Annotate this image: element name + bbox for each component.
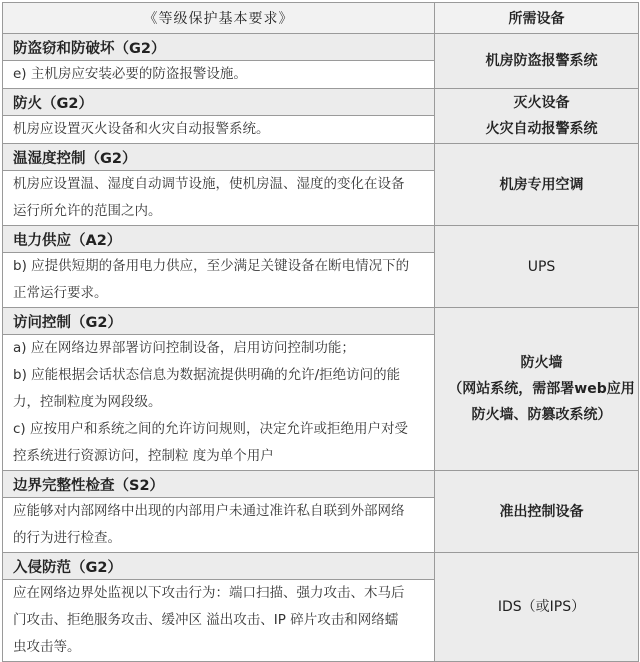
requirement-title: 温湿度控制（G2） [3,144,435,171]
description-line: 控系统进行资源访问，控制粒 度为单个用户 [13,448,274,464]
required-device [435,89,639,144]
requirement-description [3,61,435,89]
description-line: 机房应设置温、湿度自动调节设施，使机房温、湿度的变化在设备 [13,176,405,192]
device-line: 火灾自动报警系统 [485,121,598,137]
device-line: UPS [527,258,556,275]
device-line: 防火墙、防篡改系统） [471,407,612,423]
requirement-description [3,171,435,226]
device-line: 机房防盗报警系统 [485,53,598,69]
description-line: 应在网络边界处监视以下攻击行为：端口扫描、强力攻击、木马后 [13,585,405,601]
table-row [3,226,639,253]
device-line: 灭火设备 [513,95,570,111]
description-line: 机房应设置灭火设备和火灾自动报警系统。 [13,121,270,137]
table-row [3,308,639,335]
description-line: 虫攻击等。 [13,639,81,655]
requirement-description [3,335,435,471]
requirement-title: 防火（G2） [3,89,435,116]
requirement-title: 电力供应（A2） [3,226,435,253]
description-line: 门攻击、拒绝服务攻击、缓冲区 溢出攻击、IP 碎片攻击和网络蠕 [13,612,399,628]
requirement-title: 入侵防范（G2） [3,553,435,580]
description-line: 运行所允许的范围之内。 [13,203,162,219]
required-device [435,34,639,89]
requirement-title: 边界完整性检查（S2） [3,471,435,498]
device-line: 防火墙 [520,355,563,371]
requirement-description [3,253,435,308]
requirements-table [2,2,639,662]
table-row [3,144,639,171]
requirement-description [3,580,435,662]
description-line: a) 应在网络边界部署访问控制设备，启用访问控制功能； [13,340,355,356]
table-header-row [3,3,639,34]
description-line: 应能够对内部网络中出现的内部用户未通过准许私自联到外部网络 [13,503,405,519]
description-line: e) 主机房应安装必要的防盗报警设施。 [13,66,247,82]
description-line: b) 应提供短期的备用电力供应，至少满足关键设备在断电情况下的 [13,258,410,274]
device-line: 准出控制设备 [499,503,584,520]
requirement-description [3,116,435,144]
description-line: 正常运行要求。 [13,285,108,301]
required-device [435,226,639,308]
table-row [3,553,639,580]
table-row [3,89,639,116]
device-line: IDS（或IPS） [497,599,586,615]
requirements-table-frame [2,2,638,655]
description-line: 力，控制粒度为网段级。 [13,394,162,410]
requirement-title: 访问控制（G2） [3,308,435,335]
description-line: 的行为进行检查。 [13,530,121,546]
header-devices: 所需设备 [435,3,639,34]
required-device [435,144,639,226]
header-requirements: 《等级保护基本要求》 [3,3,435,34]
requirement-title: 防盗窃和防破坏（G2） [3,34,435,61]
device-line: （网站系统，需部署web应用 [448,381,635,397]
description-line: b) 应能根据会话状态信息为数据流提供明确的允许/拒绝访问的能 [13,367,401,383]
required-device [435,471,639,553]
table-row [3,34,639,61]
description-line: c) 应按用户和系统之间的允许访问规则，决定允许或拒绝用户对受 [13,421,408,437]
required-device [435,553,639,662]
requirement-description [3,498,435,553]
device-line: 机房专用空调 [499,176,584,193]
required-device [435,308,639,471]
table-row [3,471,639,498]
